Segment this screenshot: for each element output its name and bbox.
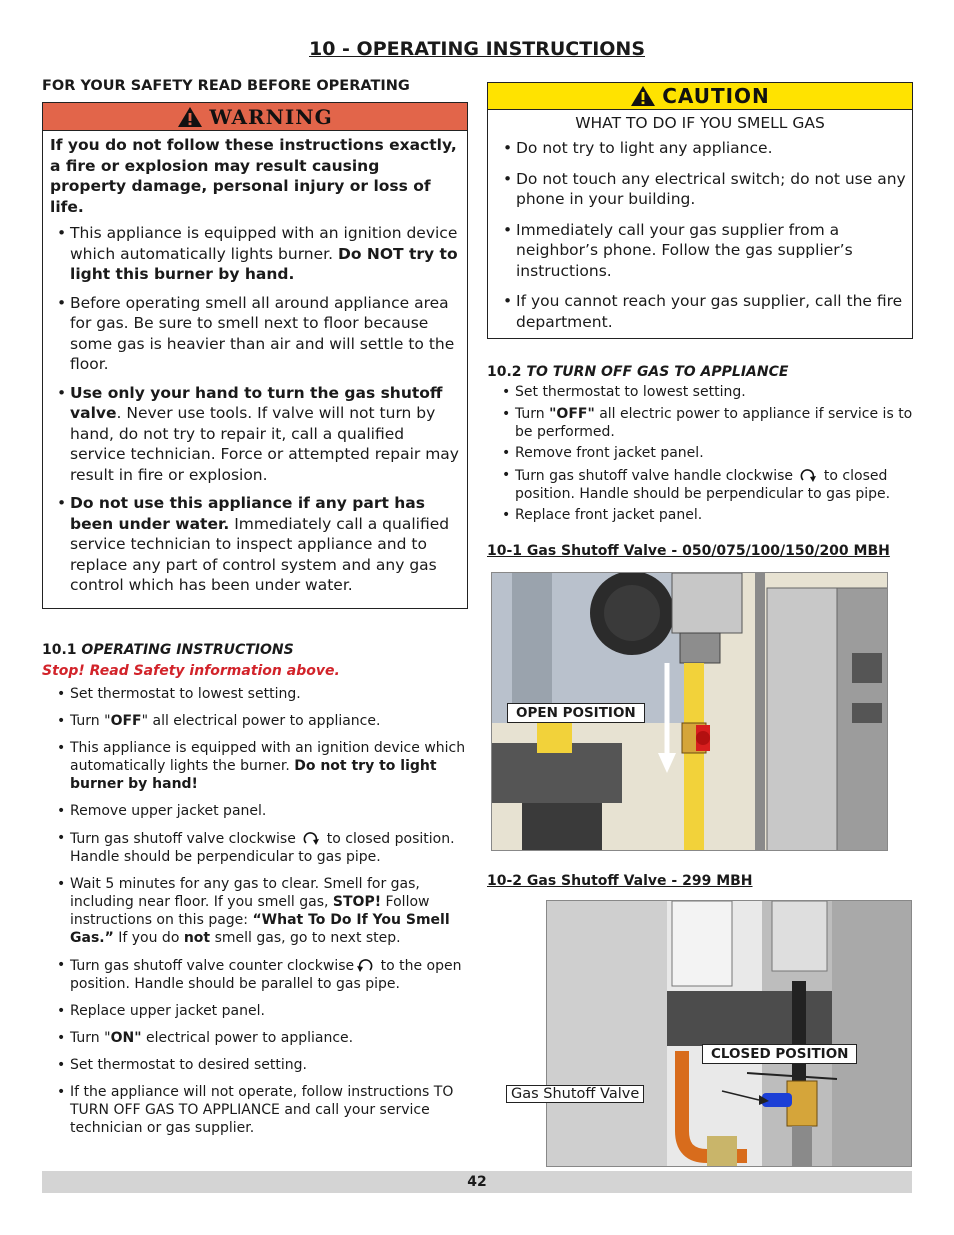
list-item: • Before operating smell all around appliance area for gas. Be sure to smell next to floor because some gas is heavier than air and will settle to the floor. (55, 293, 459, 375)
caution-box (487, 82, 913, 339)
list-item: • Replace upper jacket panel. (56, 1002, 472, 1020)
section-heading: 10.2 TO TURN OFF GAS TO APPLIANCE (487, 364, 789, 380)
figure-1-image (491, 572, 888, 851)
warning-triangle-icon (630, 85, 656, 107)
counterclockwise-arrow-icon (354, 956, 376, 974)
figure-2-image (546, 900, 912, 1167)
valve-diagram-closed (547, 901, 912, 1167)
warning-box (42, 102, 468, 609)
list-item: • Do not use this appliance if any part has been under water. Immediately call a qualified service technician to inspect appliance and to replace any part of control system and any gas control which has been under water. (55, 493, 459, 596)
list-item: • If you cannot reach your gas supplier, call the fire department. (501, 291, 906, 332)
caution-label: CAUTION (662, 84, 770, 108)
page-title: 10 - OPERATING INSTRUCTIONS (309, 38, 645, 60)
list-item: • Turn gas shutoff valve handle clockwise to closed position. Handle should be perpendicular to gas pipe. (501, 466, 913, 503)
clockwise-arrow-icon (797, 466, 819, 484)
section-heading: 10.1 OPERATING INSTRUCTIONS (42, 642, 294, 658)
safety-heading: FOR YOUR SAFETY READ BEFORE OPERATING (42, 78, 410, 94)
gas-shutoff-valve-label: Gas Shutoff Valve (506, 1085, 644, 1103)
caution-subtitle: WHAT TO DO IF YOU SMELL GAS (575, 114, 825, 132)
list-item: • Do not try to light any appliance. (501, 138, 906, 159)
list-item: • Turn gas shutoff valve clockwise to closed position. Handle should be perpendicular to gas pipe. (56, 829, 472, 866)
list-item: • Wait 5 minutes for any gas to clear. Smell for gas, including near floor. If you smell gas, STOP! Follow instructions on this page: “What To Do If You Smell Gas.” If you do not smell gas, go to next step. (56, 875, 472, 947)
figure-2-title: 10-2 Gas Shutoff Valve - 299 MBH (487, 873, 753, 889)
figure-1-title: 10-1 Gas Shutoff Valve - 050/075/100/150/200 MBH (487, 543, 890, 559)
warning-banner (43, 103, 467, 131)
stop-notice: Stop! Read Safety information above. (42, 663, 340, 679)
list-item: • This appliance is equipped with an ignition device which automatically lights the burner. Do not try to light burner by hand! (56, 739, 472, 793)
turn-off-list (487, 383, 913, 524)
warning-list (43, 217, 467, 596)
list-item: • This appliance is equipped with an ignition device which automatically lights burner. Do NOT try to light this burner by hand. (55, 223, 459, 285)
operating-list (42, 685, 472, 1137)
list-item: • Set thermostat to lowest setting. (56, 685, 472, 703)
list-item: • If the appliance will not operate, follow instructions TO TURN OFF GAS TO APPLIANCE and call your service technician or gas supplier. (56, 1083, 472, 1137)
list-item: • Replace front jacket panel. (501, 506, 913, 524)
list-item: • Remove upper jacket panel. (56, 802, 472, 820)
list-item: • Turn "OFF" all electric power to appliance if service is to be performed. (501, 405, 913, 441)
list-item: • Turn "OFF" all electrical power to appliance. (56, 712, 472, 730)
list-item: • Do not touch any electrical switch; do not use any phone in your building. (501, 169, 906, 210)
list-item: • Turn "ON" electrical power to appliance. (56, 1029, 472, 1047)
caution-banner (488, 83, 912, 110)
list-item: • Set thermostat to lowest setting. (501, 383, 913, 401)
list-item: • Use only your hand to turn the gas shutoff valve. Never use tools. If valve will not turn by hand, do not try to repair it, call a qualified service technician. Force or attempted repair may result in fire or explosion. (55, 383, 459, 486)
warning-label: WARNING (209, 104, 333, 129)
closed-position-label: CLOSED POSITION (702, 1044, 857, 1064)
section-turn-off-gas (487, 364, 913, 528)
page-number: 42 (42, 1171, 912, 1193)
warning-triangle-icon (177, 106, 203, 128)
warning-intro: If you do not follow these instructions exactly, a fire or explosion may result causing property damage, personal injury or loss of life. (50, 136, 457, 216)
section-operating-instructions (42, 642, 472, 1146)
list-item: • Remove front jacket panel. (501, 444, 913, 462)
clockwise-arrow-icon (300, 829, 322, 847)
list-item: • Immediately call your gas supplier from a neighbor’s phone. Follow the gas supplier’s instructions. (501, 220, 906, 282)
open-position-label: OPEN POSITION (507, 703, 645, 723)
list-item: • Set thermostat to desired setting. (56, 1056, 472, 1074)
caution-list (488, 132, 912, 332)
list-item: • Turn gas shutoff valve counter clockwise to the open position. Handle should be parallel to gas pipe. (56, 956, 472, 993)
